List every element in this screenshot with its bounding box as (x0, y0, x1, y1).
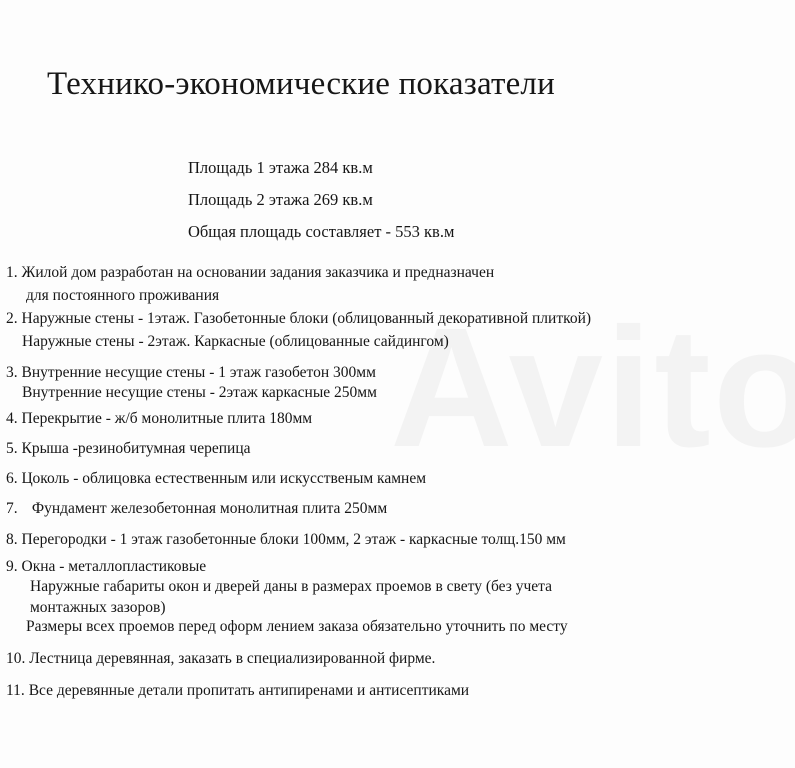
item-8 (6, 531, 566, 549)
item-9-continuation-3: Размеры всех проемов перед оформ лением заказа обязательно уточнить по месту (26, 618, 568, 635)
area-floor-2: Площадь 2 этажа 269 кв.м (188, 190, 373, 209)
item-10 (6, 650, 435, 668)
area-floor-1: Площадь 1 этажа 284 кв.м (188, 158, 373, 177)
item-9 (6, 558, 206, 576)
item-text: Перегородки - 1 этаж газобетонные блоки 100мм, 2 этаж - каркасные толщ.150 мм (21, 531, 566, 548)
item-number: 10. (6, 650, 26, 667)
item-11 (6, 682, 469, 700)
item-text: Все деревянные детали пропитать антипиренами и антисептиками (28, 682, 470, 699)
item-text: Лестница деревянная, заказать в специализированной фирме. (29, 650, 436, 667)
item-text: Окна - металлопластиковые (21, 558, 207, 575)
item-3 (6, 364, 376, 382)
item-text: Жилой дом разработан на основании задания заказчика и предназначен (21, 264, 495, 281)
item-1 (6, 264, 494, 282)
item-number: 11. (6, 682, 25, 699)
item-number: 3. (6, 364, 18, 381)
item-number: 5. (6, 440, 18, 457)
item-number: 2. (6, 310, 18, 327)
item-text: Перекрытие - ж/б монолитные плита 180мм (21, 410, 313, 427)
item-2-continuation: Наружные стены - 2этаж. Каркасные (облицованные сайдингом) (22, 333, 449, 350)
page-title: Технико-экономические показатели (47, 66, 555, 102)
item-9-continuation-2: монтажных зазоров) (30, 599, 166, 616)
item-number: 7. (6, 500, 18, 517)
item-9-continuation-1: Наружные габариты окон и дверей даны в размерах проемов в свету (без учета (30, 578, 553, 595)
item-7 (6, 500, 387, 518)
item-text: Фундамент железобетонная монолитная плита 250мм (31, 500, 388, 517)
item-number: 8. (6, 531, 18, 548)
item-number: 4. (6, 410, 18, 427)
item-text: Внутренние несущие стены - 1 этаж газобетон 300мм (21, 364, 376, 381)
item-1-continuation: для постоянного проживания (26, 287, 220, 304)
item-2 (6, 310, 591, 328)
item-6 (6, 470, 426, 488)
item-number: 1. (6, 264, 18, 281)
item-5 (6, 440, 251, 458)
item-number: 9. (6, 558, 18, 575)
area-total: Общая площадь составляет - 553 кв.м (188, 222, 455, 241)
item-text: Крыша -резинобитумная черепица (21, 440, 251, 457)
item-3-continuation: Внутренние несущие стены - 2этаж каркасные 250мм (22, 384, 377, 401)
item-number: 6. (6, 470, 18, 487)
item-4 (6, 410, 312, 428)
item-text: Наружные стены - 1этаж. Газобетонные блоки (облицованный декоративной плиткой) (21, 310, 592, 327)
item-text: Цоколь - облицовка естественным или искусственым камнем (21, 470, 427, 487)
